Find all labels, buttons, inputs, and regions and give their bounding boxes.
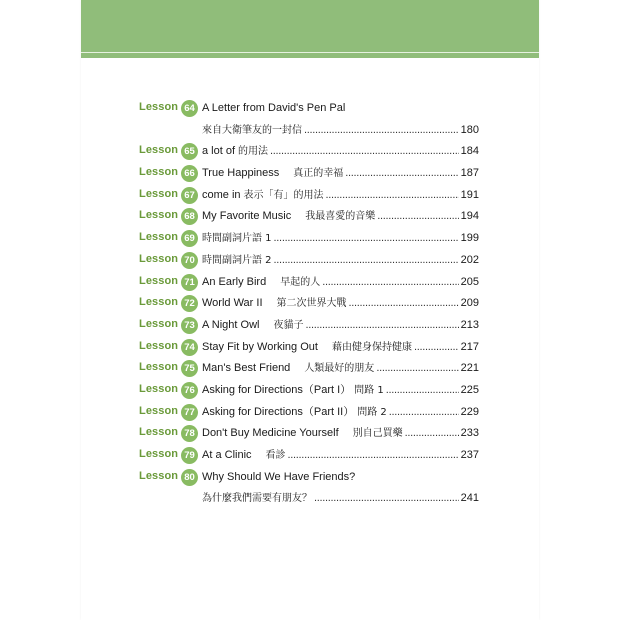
- lesson-number-badge: 69: [181, 230, 198, 247]
- leader-dots: [386, 383, 459, 398]
- lesson-number-badge: 65: [181, 143, 198, 160]
- page-number: 184: [460, 145, 479, 158]
- page-number: 191: [460, 188, 479, 201]
- entry-row: [202, 188, 479, 203]
- toc-entry-76[interactable]: [139, 381, 479, 403]
- lesson-title: World War II: [202, 297, 263, 310]
- leader-dots: [270, 144, 459, 159]
- entry-title-row: [202, 101, 479, 116]
- entry-row: [202, 448, 479, 463]
- toc-entry-64[interactable]: [139, 99, 479, 142]
- lesson-subtitle: 表示「有」的用法: [243, 189, 324, 201]
- leader-dots: [288, 448, 459, 463]
- table-of-contents: [139, 99, 479, 511]
- entry-row: [202, 405, 479, 420]
- lesson-subtitle: 第二次世界大戰: [276, 298, 347, 310]
- entry-subtitle-row: [202, 491, 479, 506]
- leader-dots: [274, 231, 459, 246]
- leader-dots: [389, 405, 459, 420]
- lesson-subtitle: 來自大衛筆友的一封信: [202, 124, 302, 136]
- toc-entry-80[interactable]: [139, 468, 479, 511]
- lesson-subtitle: 我最喜愛的音樂: [305, 211, 376, 223]
- lesson-title: Asking for Directions（Part I）: [202, 383, 352, 396]
- lesson-subtitle: 時間副詞片語 2: [202, 254, 272, 266]
- lesson-number-badge: 77: [181, 404, 198, 421]
- leader-dots: [349, 296, 459, 311]
- page-number: 213: [460, 318, 479, 331]
- lesson-title: a lot of: [202, 145, 236, 158]
- page-number: 202: [460, 253, 479, 266]
- page-number: 225: [460, 383, 479, 396]
- toc-entry-67[interactable]: [139, 186, 479, 208]
- entry-row: [202, 340, 479, 355]
- lesson-label: Lesson: [139, 296, 179, 309]
- page-number: 209: [460, 297, 479, 310]
- lesson-number-badge: 72: [181, 295, 198, 312]
- leader-dots: [304, 123, 459, 138]
- toc-entry-71[interactable]: [139, 273, 479, 295]
- lesson-title: A Letter from David's Pen Pal: [202, 102, 346, 114]
- toc-entry-75[interactable]: [139, 359, 479, 381]
- lesson-number-badge: 74: [181, 339, 198, 356]
- lesson-number-badge: 68: [181, 208, 198, 225]
- lesson-subtitle: 問路 1: [354, 384, 384, 396]
- lesson-title: Stay Fit by Working Out: [202, 340, 318, 353]
- entry-row: [202, 166, 479, 181]
- entry-row: [202, 318, 479, 333]
- leader-dots: [314, 491, 459, 506]
- page-number: 187: [460, 167, 479, 180]
- lesson-label: Lesson: [139, 339, 179, 352]
- page-number: 229: [460, 405, 479, 418]
- entry-row: [202, 296, 479, 311]
- toc-entry-66[interactable]: [139, 164, 479, 186]
- entry-row: [202, 361, 479, 376]
- lesson-label: Lesson: [139, 101, 179, 113]
- leader-dots: [377, 209, 458, 224]
- leader-dots: [274, 253, 459, 268]
- lesson-subtitle: 問路 2: [357, 406, 387, 418]
- lesson-title: At a Clinic: [202, 449, 252, 462]
- toc-entry-69[interactable]: [139, 229, 479, 251]
- lesson-title: Man's Best Friend: [202, 362, 291, 375]
- page-number: 194: [460, 210, 479, 223]
- lesson-number-badge: 70: [181, 252, 198, 269]
- entry-title-row: [202, 470, 479, 485]
- entry-row: [202, 426, 479, 441]
- lesson-title: Why Should We Have Friends?: [202, 470, 356, 483]
- toc-entry-77[interactable]: [139, 403, 479, 425]
- lesson-number-badge: 76: [181, 382, 198, 399]
- leader-dots: [326, 188, 459, 203]
- toc-entry-65[interactable]: [139, 142, 479, 164]
- entry-row: [202, 253, 479, 268]
- lesson-label: Lesson: [139, 187, 179, 200]
- lesson-number-badge: 66: [181, 165, 198, 182]
- lesson-subtitle: 的用法: [238, 146, 269, 158]
- leader-dots: [345, 166, 458, 181]
- lesson-number-badge: 79: [181, 447, 198, 464]
- lesson-subtitle: 夜貓子: [273, 319, 304, 331]
- lesson-subtitle: 看診: [265, 450, 286, 462]
- lesson-label: Lesson: [139, 404, 179, 417]
- toc-entry-68[interactable]: [139, 207, 479, 229]
- lesson-title: A Night Owl: [202, 318, 260, 331]
- entry-row: [202, 383, 479, 398]
- lesson-subtitle: 真正的幸福: [293, 168, 344, 180]
- lesson-title: come in: [202, 188, 241, 201]
- lesson-subtitle: 別自己買藥: [352, 428, 403, 440]
- lesson-label: Lesson: [139, 144, 179, 157]
- lesson-subtitle: 為什麼我們需要有朋友？: [202, 493, 312, 505]
- entry-row: [202, 144, 479, 159]
- lesson-number-badge: 78: [181, 425, 198, 442]
- lesson-number-badge: 64: [181, 100, 198, 117]
- lesson-subtitle: 早起的人: [280, 276, 321, 288]
- lesson-subtitle: 藉由健身保持健康: [331, 341, 412, 353]
- lesson-number-badge: 71: [181, 274, 198, 291]
- page-number: 237: [460, 449, 479, 462]
- lesson-title: Don't Buy Medicine Yourself: [202, 427, 339, 440]
- lesson-number-badge: 80: [181, 469, 198, 486]
- page-number: 180: [460, 123, 479, 136]
- lesson-label: Lesson: [139, 317, 179, 330]
- lesson-label: Lesson: [139, 426, 179, 439]
- page-number: 199: [460, 232, 479, 245]
- entry-row: [202, 231, 479, 246]
- lesson-number-badge: 67: [181, 187, 198, 204]
- page-number: 221: [460, 362, 479, 375]
- lesson-label: Lesson: [139, 361, 179, 374]
- lesson-subtitle: 時間副詞片語 1: [202, 233, 272, 245]
- lesson-title: Asking for Directions（Part II）: [202, 405, 355, 418]
- entry-subtitle-row: [202, 123, 479, 138]
- lesson-title: An Early Bird: [202, 275, 267, 288]
- lesson-number-badge: 73: [181, 317, 198, 334]
- lesson-label: Lesson: [139, 252, 179, 265]
- header-rule: [81, 52, 539, 53]
- leader-dots: [405, 426, 459, 441]
- leader-dots: [414, 340, 459, 355]
- toc-entry-72[interactable]: [139, 294, 479, 316]
- toc-entry-78[interactable]: [139, 424, 479, 446]
- page-number: 217: [460, 340, 479, 353]
- entry-row: [202, 275, 479, 290]
- lesson-label: Lesson: [139, 274, 179, 287]
- lesson-title: True Happiness: [202, 167, 280, 180]
- page-number: 233: [460, 427, 479, 440]
- lesson-label: Lesson: [139, 469, 179, 482]
- lesson-label: Lesson: [139, 209, 179, 222]
- lesson-number-badge: 75: [181, 360, 198, 377]
- toc-entry-74[interactable]: [139, 338, 479, 360]
- leader-dots: [322, 275, 458, 290]
- lesson-subtitle: 人類最好的朋友: [304, 363, 375, 375]
- toc-entry-73[interactable]: [139, 316, 479, 338]
- lesson-title: My Favorite Music: [202, 210, 292, 223]
- toc-entry-79[interactable]: [139, 446, 479, 468]
- page-number: 241: [460, 492, 479, 505]
- lesson-label: Lesson: [139, 382, 179, 395]
- page-number: 205: [460, 275, 479, 288]
- leader-dots: [376, 361, 458, 376]
- entry-row: [202, 209, 479, 224]
- toc-entry-70[interactable]: [139, 251, 479, 273]
- header-band: [81, 0, 539, 58]
- lesson-label: Lesson: [139, 231, 179, 244]
- lesson-label: Lesson: [139, 166, 179, 179]
- lesson-label: Lesson: [139, 448, 179, 461]
- leader-dots: [305, 318, 458, 333]
